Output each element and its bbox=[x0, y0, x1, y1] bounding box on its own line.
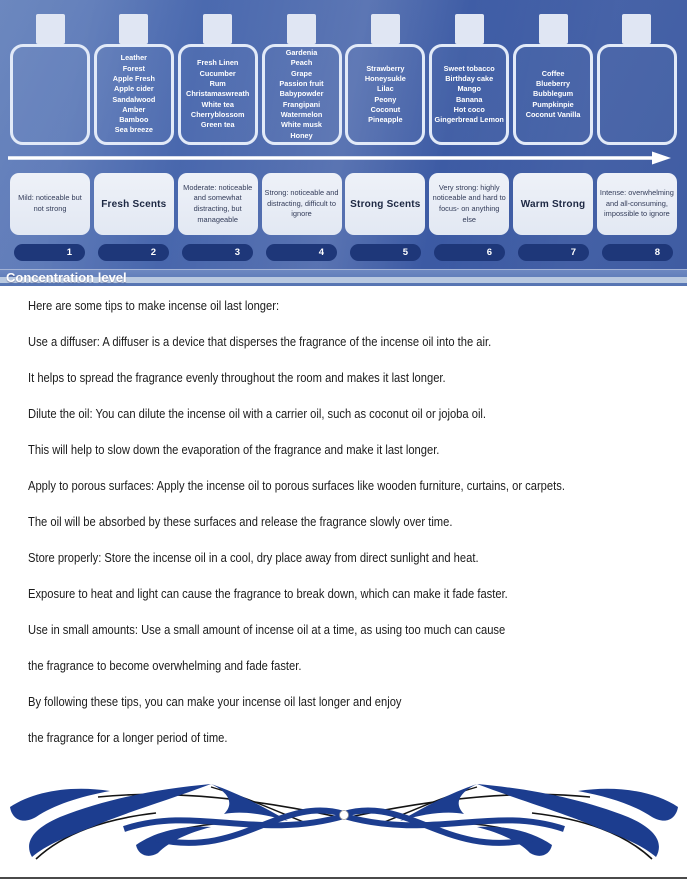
scent-bottle-2 bbox=[94, 14, 174, 145]
scent-name: Bamboo bbox=[119, 115, 149, 125]
scent-name: Passion fruit bbox=[279, 79, 324, 89]
scent-name: White tea bbox=[201, 99, 234, 109]
arrow-graphic bbox=[0, 150, 687, 166]
level-number-pill-3: 3 bbox=[182, 244, 253, 261]
scent-bottle-6 bbox=[429, 14, 509, 145]
bottle-cap bbox=[455, 14, 484, 44]
scent-name: Fresh Linen bbox=[197, 58, 239, 68]
tip-line: the fragrance for a longer period of time. bbox=[28, 730, 228, 745]
bottle-cap bbox=[371, 14, 400, 44]
scent-name: Amber bbox=[122, 104, 146, 114]
level-description-6 bbox=[429, 173, 509, 235]
scent-name: Apple Fresh bbox=[112, 73, 155, 83]
scent-name: Leather bbox=[120, 53, 148, 63]
scent-bottle-4 bbox=[262, 14, 342, 145]
scent-name: Hot coco bbox=[453, 104, 485, 114]
flourish-center-dot bbox=[339, 811, 348, 820]
bottle-body bbox=[178, 44, 258, 145]
level-number-pill-4: 4 bbox=[266, 244, 337, 261]
level-description-text: Mild: noticeable but not strong bbox=[18, 193, 82, 213]
tip-line: Dilute the oil: You can dilute the incense oil with a carrier oil, such as coconut oil or jojoba oil. bbox=[28, 406, 487, 421]
tribal-flourish bbox=[0, 767, 687, 871]
bottle-cap bbox=[36, 14, 65, 44]
scent-name: Mango bbox=[457, 84, 481, 94]
scent-name: Lilac bbox=[377, 84, 394, 94]
bottle-body bbox=[597, 44, 677, 145]
scent-name: Birthday cake bbox=[445, 73, 494, 83]
bottle-body bbox=[262, 44, 342, 145]
scent-name: Sweet tobacco bbox=[443, 63, 495, 73]
scent-name: Blueberry bbox=[536, 79, 571, 89]
scent-bottle-5 bbox=[345, 14, 425, 145]
level-description-text: Strong: noticeable and distracting, difficult to ignore bbox=[264, 188, 339, 219]
level-description-text: Strong Scents bbox=[350, 198, 421, 210]
bottle-body bbox=[10, 44, 90, 145]
scent-name: Babypowder bbox=[279, 89, 324, 99]
scent-bottle-3 bbox=[178, 14, 258, 145]
level-description-4 bbox=[262, 173, 342, 235]
level-description-text: Intense: overwhelming and all-consuming, impossible to ignore bbox=[599, 188, 674, 219]
arrowhead-icon bbox=[652, 152, 671, 165]
scent-name: Coconut bbox=[370, 104, 401, 114]
scent-name: Green tea bbox=[200, 120, 235, 130]
level-description-text: Very strong: highly noticeable and hard to focus- on anything else bbox=[432, 182, 506, 224]
bottle-cap bbox=[119, 14, 148, 44]
tip-line: Exposure to heat and light can cause the fragrance to break down, which can make it fade faster. bbox=[28, 586, 508, 601]
scent-name: Sandalwood bbox=[112, 94, 156, 104]
scent-name: Frangipani bbox=[282, 99, 321, 109]
level-description-text: Fresh Scents bbox=[101, 198, 167, 210]
scent-bottle-1 bbox=[10, 14, 90, 145]
level-number-pill-5: 5 bbox=[350, 244, 421, 261]
bottle-body bbox=[94, 44, 174, 145]
level-description-3 bbox=[178, 173, 258, 235]
scent-name: Banana bbox=[456, 94, 483, 104]
tip-line: This will help to slow down the evaporation of the fragrance and make it last longer. bbox=[28, 442, 440, 457]
bottle-cap bbox=[203, 14, 232, 44]
level-description-text: Warm Strong bbox=[520, 198, 586, 210]
scent-name: Peony bbox=[374, 94, 397, 104]
scent-name: Apple cider bbox=[113, 84, 154, 94]
bottle-cap bbox=[539, 14, 568, 44]
bottle-cap bbox=[622, 14, 651, 44]
axis-label: Concentration level bbox=[6, 270, 127, 285]
scent-name: Cucumber bbox=[199, 68, 236, 78]
tip-line: Apply to porous surfaces: Apply the incense oil to porous surfaces like wooden furniture, curtains, or carpets. bbox=[28, 478, 565, 493]
scent-name: Sea breeze bbox=[114, 125, 153, 135]
tip-line: Use in small amounts: Use a small amount of incense oil at a time, as using too much can cause bbox=[28, 622, 506, 637]
scent-name: Bubblegum bbox=[532, 89, 574, 99]
tip-line: The oil will be absorbed by these surfaces and release the fragrance slowly over time. bbox=[28, 514, 453, 529]
scent-name: Christamaswreath bbox=[186, 89, 250, 99]
scent-name: Gardenia bbox=[285, 48, 318, 58]
bottle-body bbox=[429, 44, 509, 145]
level-description-1 bbox=[10, 173, 90, 235]
level-number-pill-2: 2 bbox=[98, 244, 169, 261]
scent-name: Pumpkinpie bbox=[532, 99, 574, 109]
scent-name: Coconut Vanilla bbox=[525, 109, 581, 119]
concentration-arrow bbox=[0, 150, 687, 166]
level-number-pill-1: 1 bbox=[14, 244, 85, 261]
scent-name: Rum bbox=[209, 79, 226, 89]
scent-name: Honey bbox=[290, 130, 313, 140]
bottle-body bbox=[513, 44, 593, 145]
level-description-5 bbox=[345, 173, 425, 235]
level-description-text: Moderate: noticeable and somewhat distracting, but manageable bbox=[183, 182, 253, 224]
scent-bottle-8 bbox=[597, 14, 677, 145]
scent-name: Honeysukle bbox=[364, 73, 406, 83]
bottle-cap bbox=[287, 14, 316, 44]
scent-name: Gingerbread Lemon bbox=[434, 115, 504, 125]
tip-line: It helps to spread the fragrance evenly throughout the room and makes it last longer. bbox=[28, 370, 446, 385]
tip-line: Store properly: Store the incense oil in a cool, dry place away from direct sunlight and heat. bbox=[28, 550, 479, 565]
tribal-flourish-graphic bbox=[6, 767, 682, 863]
scent-name: Coffee bbox=[541, 68, 565, 78]
bottle-body bbox=[345, 44, 425, 145]
scent-name: Grape bbox=[290, 68, 313, 78]
level-description-8 bbox=[597, 173, 677, 235]
tip-line: Use a diffuser: A diffuser is a device that disperses the fragrance of the incense oil into the air. bbox=[28, 334, 492, 349]
scent-concentration-banner bbox=[0, 0, 687, 285]
level-number-pill-7: 7 bbox=[518, 244, 589, 261]
tip-line: Here are some tips to make incense oil last longer: bbox=[28, 298, 280, 313]
tip-line: the fragrance to become overwhelming and fade faster. bbox=[28, 658, 302, 673]
scent-name: White musk bbox=[281, 120, 322, 130]
concentration-levels-row bbox=[0, 173, 687, 235]
level-description-7 bbox=[513, 173, 593, 235]
scent-name: Cherryblossom bbox=[190, 109, 245, 119]
level-number-pill-8: 8 bbox=[602, 244, 673, 261]
scent-name: Peach bbox=[290, 58, 313, 68]
bottles-row bbox=[0, 0, 687, 145]
scent-name: Strawberry bbox=[366, 63, 405, 73]
tip-line: By following these tips, you can make your incense oil last longer and enjoy bbox=[28, 694, 402, 709]
scent-bottle-7 bbox=[513, 14, 593, 145]
scent-name: Forest bbox=[122, 63, 145, 73]
level-numbers-row bbox=[0, 244, 687, 261]
level-number-pill-6: 6 bbox=[434, 244, 505, 261]
scent-name: Watermelon bbox=[280, 109, 323, 119]
scent-name: Pineapple bbox=[368, 115, 403, 125]
level-description-2 bbox=[94, 173, 174, 235]
tips-text-section bbox=[0, 283, 687, 745]
